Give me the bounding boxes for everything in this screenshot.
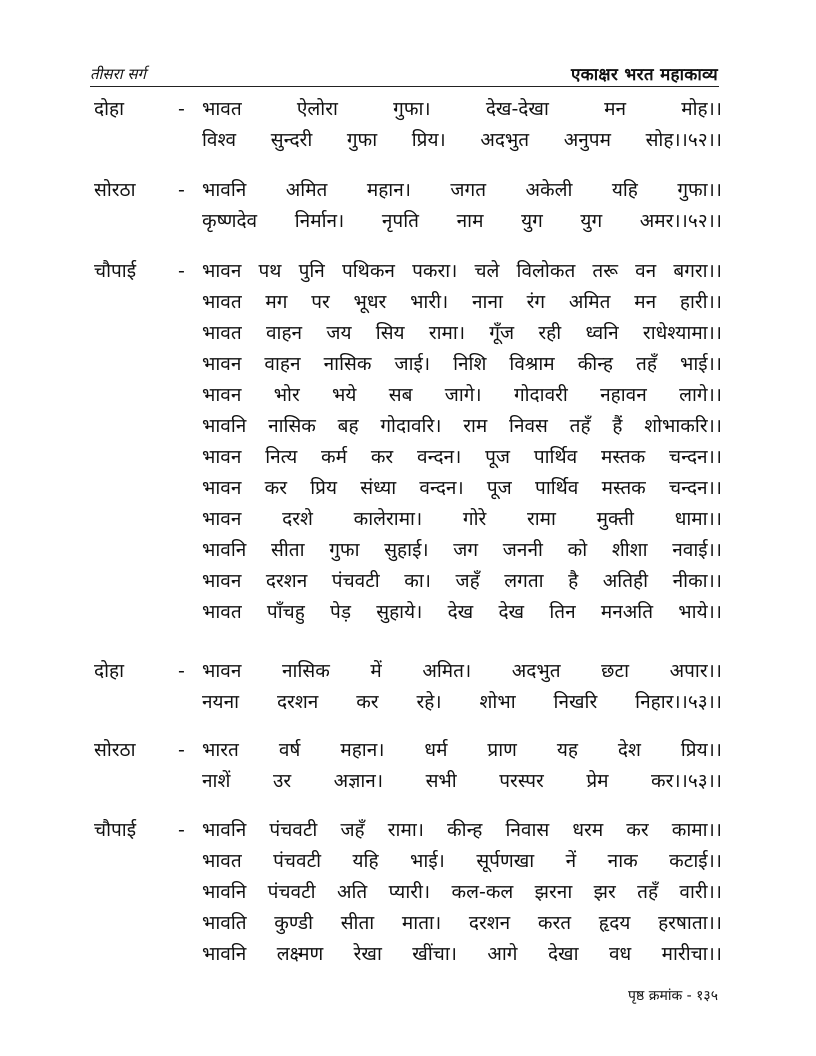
verse-line: भावनि नासिक बह गोदावरि। राम निवस तहँ हैं शोभाकरि।।	[202, 415, 722, 437]
stanza-dash: -	[178, 660, 185, 682]
verse-line: कृष्णदेव निर्मान। नृपति नाम युग युग अमर।।५२।।	[202, 210, 722, 232]
verse-line: भावत ऐलोरा गुफा। देख-देखा मन मोह।।	[202, 98, 722, 120]
verse-line: भावनि सीता गुफा सुहाई। जग जननी को शीशा नवाई।।	[202, 539, 722, 561]
book-title: एकाक्षर भरत महाकाव्य	[570, 65, 718, 85]
verse-line: नाशें उर अज्ञान। सभी परस्पर प्रेम कर।।५३।।	[202, 770, 722, 792]
stanza-type-label: चौपाई	[94, 260, 137, 282]
verse-line: भावति कुण्डी सीता माता। दरशन करत हृदय हरषाता।।	[202, 912, 722, 934]
verse-line: भावन दरशन पंचवटी का। जहँ लगता है अतिही नीका।।	[202, 570, 722, 592]
verse-line: भावत पंचवटी यहि भाई। सूर्पणखा नें नाक कटाई।।	[202, 850, 722, 872]
verse-line: भावन भोर भये सब जागे। गोदावरी नहावन लागे।।	[202, 384, 722, 406]
stanza-dash: -	[178, 819, 185, 841]
verse-line: भावनि पंचवटी अति प्यारी। कल-कल झरना झर तहँ वारी।।	[202, 881, 722, 903]
verse-line: भावन दरशे कालेरामा। गोरे रामा मुक्ती धामा।।	[202, 508, 722, 530]
stanza-type-label: सोरठा	[94, 739, 136, 761]
verse-line: भावनि लक्ष्मण रेखा खींचा। आगे देखा वध मारीचा।।	[202, 943, 722, 965]
chapter-heading: तीसरा सर्ग	[90, 65, 146, 83]
stanza-type-label: दोहा	[94, 660, 125, 682]
verse-line: भावन वाहन नासिक जाई। निशि विश्राम कीन्ह तहँ भाई।।	[202, 353, 722, 375]
stanza-type-label: चौपाई	[94, 819, 137, 841]
stanza-type-label: दोहा	[94, 98, 125, 120]
verse-line: भारत वर्ष महान। धर्म प्राण यह देश प्रिय।।	[202, 739, 722, 761]
stanza-dash: -	[178, 179, 185, 201]
stanza-dash: -	[178, 98, 185, 120]
header-rule	[90, 86, 719, 87]
stanza-type-label: सोरठा	[94, 179, 136, 201]
verse-line: भावन नासिक में अमित। अदभुत छटा अपार।।	[202, 660, 722, 682]
verse-line: नयना दरशन कर रहे। शोभा निखरि निहार।।५३।।	[202, 691, 722, 713]
stanza-dash: -	[178, 260, 185, 282]
verse-line: भावन पथ पुनि पथिकन पकरा। चले विलोकत तरू वन बगरा।।	[202, 260, 722, 282]
verse-line: भावत मग पर भूधर भारी। नाना रंग अमित मन हारी।।	[202, 291, 722, 313]
verse-line: भावत पाँचहु पेड़ सुहाये। देख देख तिन मनअति भाये।।	[202, 601, 722, 623]
stanza-dash: -	[178, 739, 185, 761]
verse-line: भावत वाहन जय सिय रामा। गूँज रही ध्वनि राधेश्यामा।।	[202, 322, 722, 344]
verse-line: भावनि अमित महान। जगत अकेली यहि गुफा।।	[202, 179, 722, 201]
verse-line: भावन कर प्रिय संध्या वन्दन। पूज पार्थिव मस्तक चन्दन।।	[202, 477, 722, 499]
verse-line: विश्व सुन्दरी गुफा प्रिय। अदभुत अनुपम सोह।।५२।।	[202, 129, 722, 151]
verse-line: भावनि पंचवटी जहँ रामा। कीन्ह निवास धरम कर कामा।।	[202, 819, 722, 841]
verse-line: भावन नित्य कर्म कर वन्दन। पूज पार्थिव मस्तक चन्दन।।	[202, 446, 722, 468]
page-number: पृष्ठ क्रमांक - १३५	[628, 988, 718, 1004]
